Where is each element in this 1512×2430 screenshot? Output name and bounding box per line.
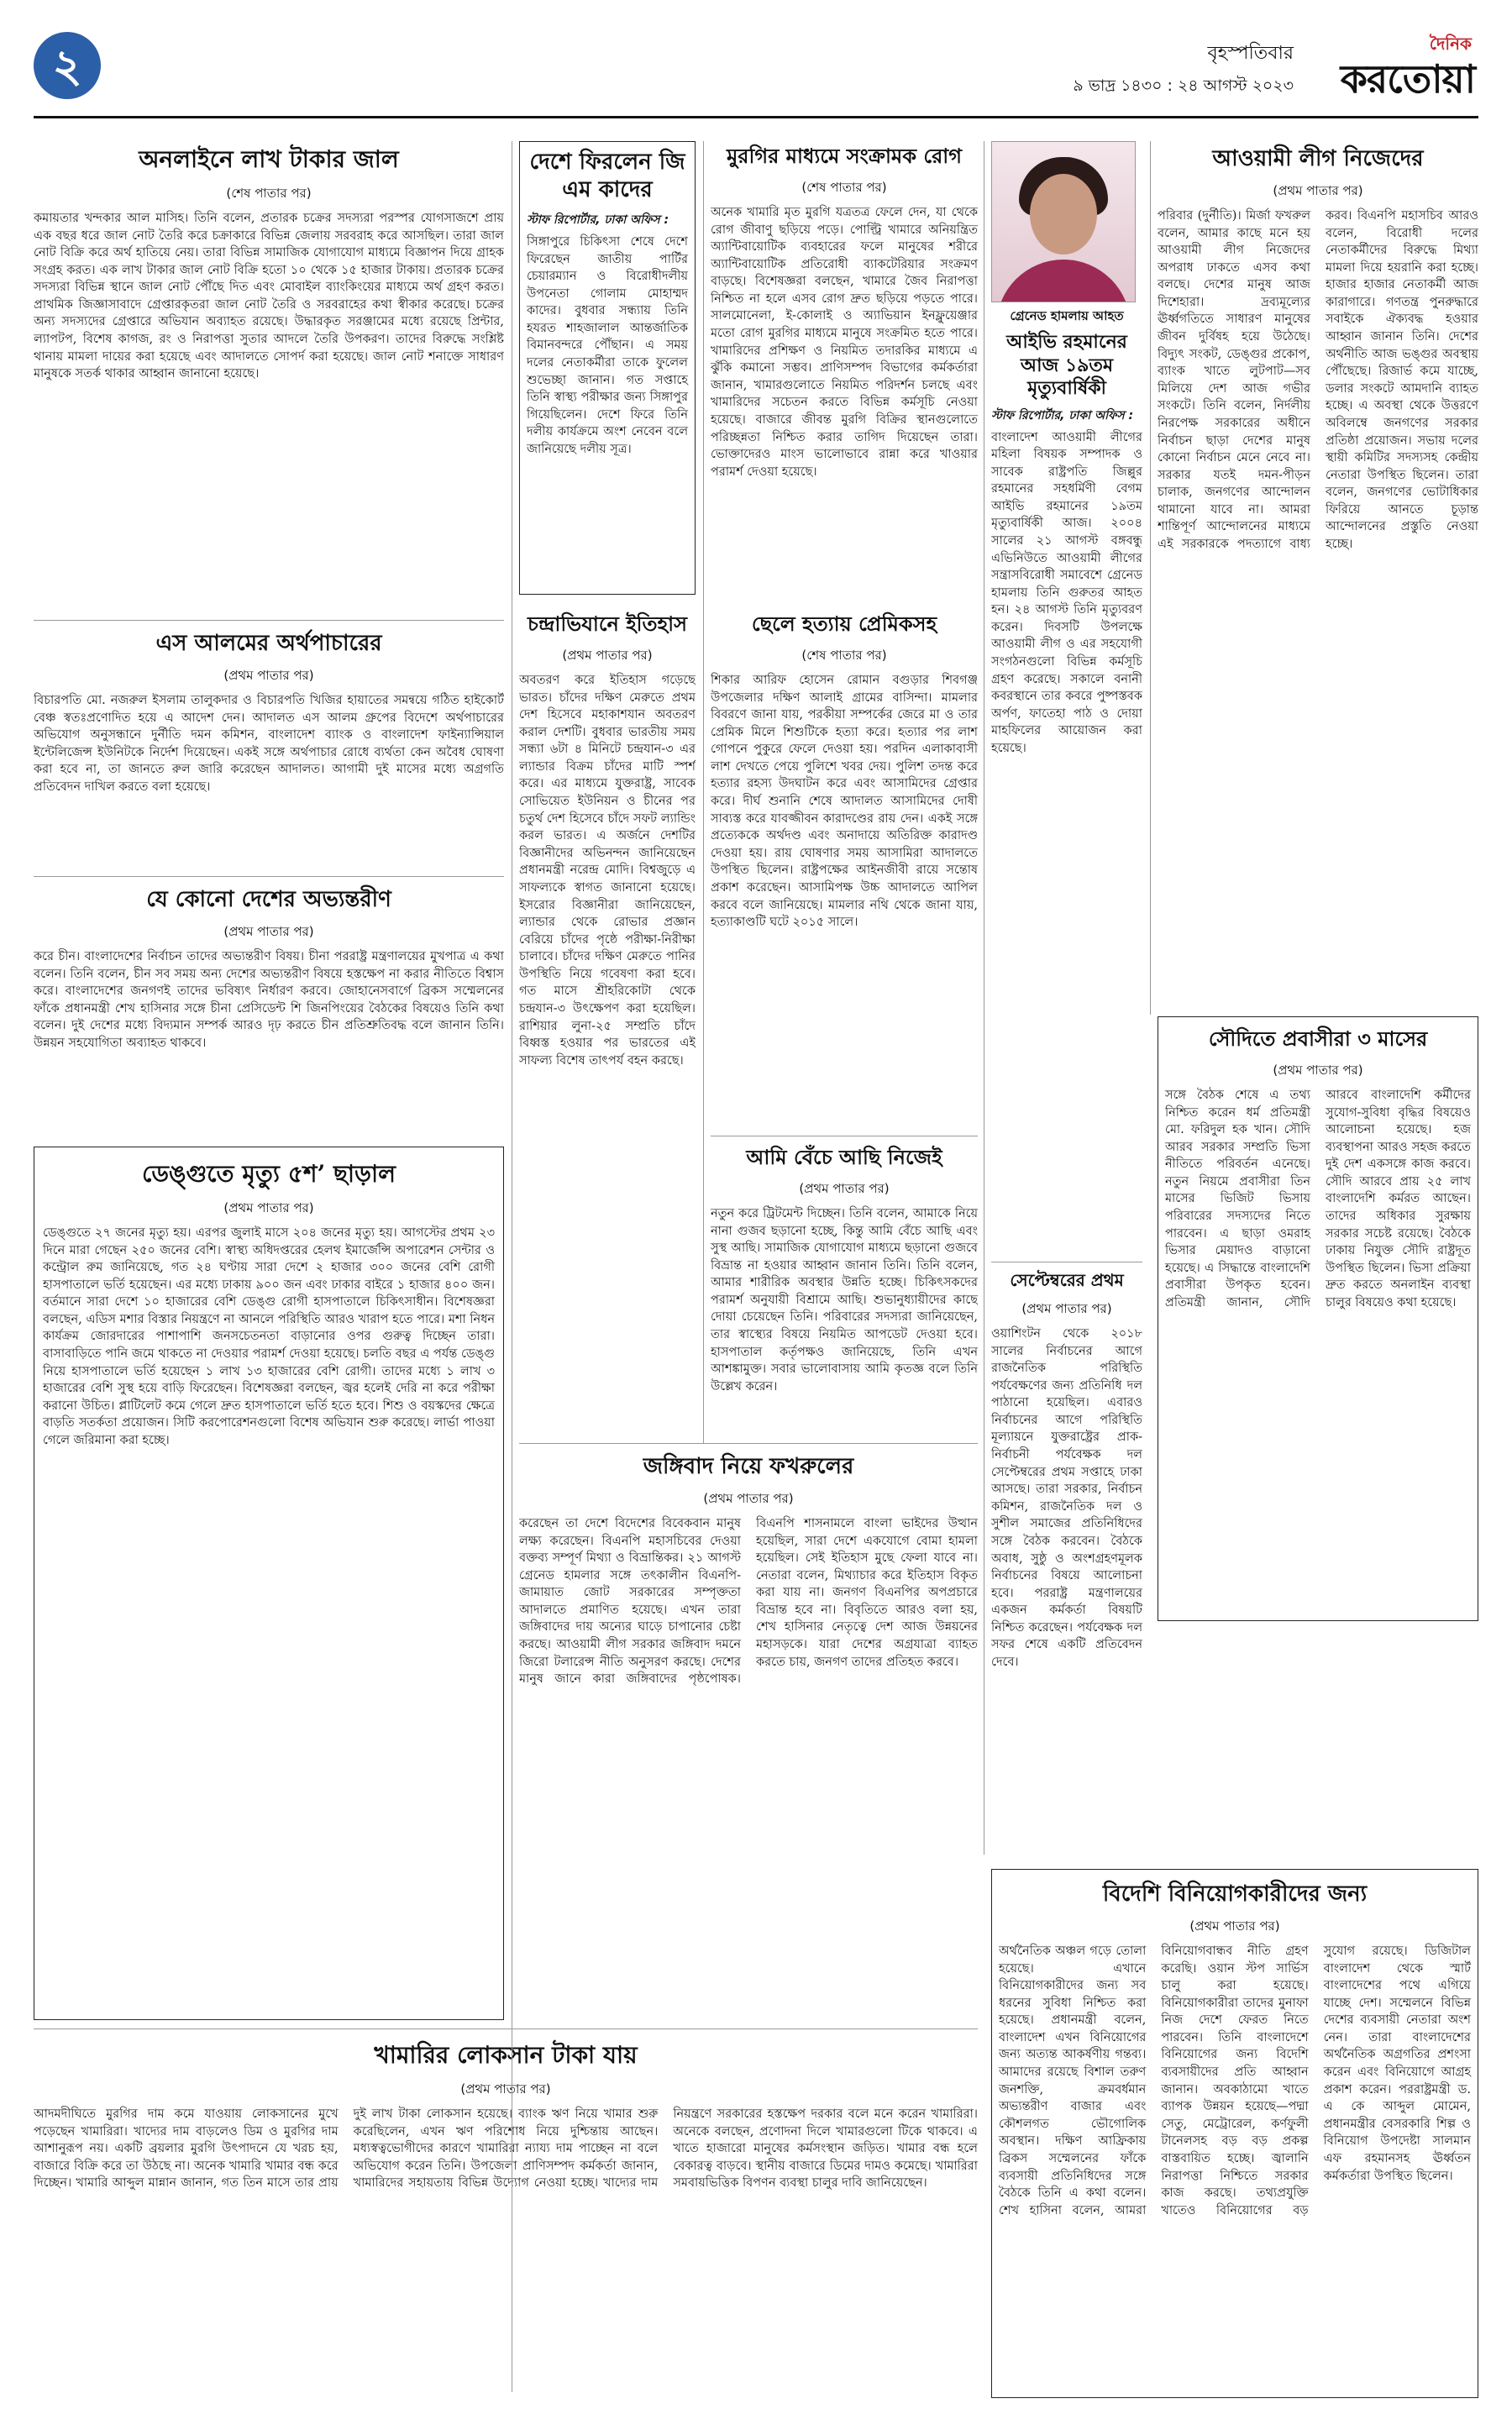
continuation-note: (প্রথম পাতার পর) (1189, 1918, 1280, 1934)
column-rule (703, 141, 704, 1443)
row-rule (34, 876, 504, 877)
article-farm-loss (34, 2037, 978, 2398)
continuation-note: (শেষ পাতার পর) (801, 648, 887, 663)
row-rule (519, 1443, 978, 1444)
article-body: আদমদীঘিতে মুরগির দাম কমে যাওয়ায় লোকসানের মুখে পড়েছেন খামারিরা। খাদ্যের দাম বাড়লেও ডিম ও মুরগির দাম আশানুরূপ নয়। একটি ব্রয়লার মুরগি উৎপাদনে যে খরচ হয়, বাজারে বিক্রি করে তা উঠছে না। অনেক খামারি খামার বন্ধ করে দিচ্ছেন। খামারি আব্দুল মান্নান জানান, গত তিন মাসে তার প্রায় দুই লাখ টাকা লোকসান হয়েছে। ব্যাংক ঋণ নিয়ে খামার শুরু করেছিলেন, এখন ঋণ পরিশোধ নিয়ে দুশ্চিন্তায় আছেন। মধ্যস্বত্বভোগীদের কারণে খামারিরা ন্যায্য দাম পাচ্ছেন না বলে অভিযোগ করেন তিনি। উপজেলা প্রাণিসম্পদ কর্মকর্তা জানান, খামারিদের সহায়তায় বিভিন্ন উদ্যোগ নেওয়া হচ্ছে। খাদ্যের দাম নিয়ন্ত্রণে সরকারের হস্তক্ষেপ দরকার বলে মনে করেন খামারিরা। অনেকে বলছেন, প্রণোদনা দিলে খামারগুলো টিকে থাকবে। এ খাতে হাজারো মানুষের কর্মসংস্থান জড়িত। খামার বন্ধ হলে বেকারত্ব বাড়বে। স্থানীয় বাজারে ডিমের দামও কমেছে। খামারিরা সমবায়ভিত্তিক বিপণন ব্যবস্থা চালুর দাবি জানিয়েছেন। (34, 2107, 978, 2191)
article-body: কমায়তার খন্দকার আল মাসিহ। তিনি বলেন, প্রতারক চক্রের সদস্যরা পরস্পর যোগসাজশে প্রায় এক বছর ধরে জাল নোট তৈরি করে চক্রাকারে বিভিন্ন জেলায় সরবরাহ করে আসছিল। তারা জাল নোট বিক্রি করে অর্থ হাতিয়ে নেয়। তারা বিভিন্ন সামাজিক যোগাযোগ মাধ্যমে বিজ্ঞাপন দিয়ে গ্রাহক সংগ্রহ করত। এক লাখ টাকার জাল নোট বিক্রি হতো ১০ থেকে ১৫ হাজার টাকায়। প্রতারক চক্রের সদস্যরা বিভিন্ন স্থানে জাল নোট পৌঁছে দিত এবং মোবাইল ব্যাংকিংয়ের মাধ্যমে অর্থ গ্রহণ করত। প্রাথমিক জিজ্ঞাসাবাদে গ্রেপ্তারকৃতরা জাল নোট তৈরি ও সরবরাহের কথা স্বীকার করেছে। চক্রের অন্য সদস্যদের গ্রেপ্তারে অভিযান অব্যাহত রয়েছে। উদ্ধারকৃত সরঞ্জামের মধ্যে রয়েছে প্রিন্টার, ল্যাপটপ, বিশেষ কাগজ, রং ও নিরাপত্তা সুতার আদলে তৈরি উপকরণ। তাদের বিরুদ্ধে সংশ্লিষ্ট থানায় মামলা দায়ের করা হয়েছে এবং আদালতে সোপর্দ করা হয়েছে। জাল নোট শনাক্তে সাধারণ মানুষকে সতর্ক থাকার আহ্বান জানানো হয়েছে। (34, 212, 504, 381)
logo-prefix: দৈনিক (1429, 34, 1472, 54)
article-body: বিচারপতি মো. নজরুল ইসলাম তালুকদার ও বিচারপতি খিজির হায়াতের সমন্বয়ে গঠিত হাইকোর্ট বেঞ্চ স্বতঃপ্রণোদিত হয়ে এ আদেশ দেন। আদালত এস আলম গ্রুপের বিদেশে অর্থপাচারের অভিযোগ অনুসন্ধানে দুর্নীতি দমন কমিশন, বাংলাদেশ ব্যাংক ও বাংলাদেশ ফাইন্যান্সিয়াল ইন্টেলিজেন্স ইউনিটকে নির্দেশ দিয়েছেন। একই সঙ্গে অর্থপাচার রোধে ব্যর্থতা কেন অবৈধ ঘোষণা করা হবে না, তা জানতে রুল জারি করেছেন আদালত। আগামী দুই মাসের মধ্যে অগ্রগতি প্রতিবেদন দাখিল করতে বলা হয়েছে। (34, 694, 504, 794)
headline: এস আলমের অর্থপাচারের (155, 631, 382, 656)
article-ivy-rahman-anniversary (991, 307, 1142, 1256)
kicker: গ্রেনেড হামলায় আহত (1010, 308, 1124, 323)
article-body: সিঙ্গাপুরে চিকিৎসা শেষে দেশে ফিরেছেন জাতীয় পার্টির চেয়ারম্যান ও বিরোধীদলীয় উপনেতা গোলাম মোহাম্মদ কাদের। বুধবার সন্ধ্যায় তিনি হযরত শাহজালাল আন্তর্জাতিক বিমানবন্দরে পৌঁছান। এ সময় দলের নেতাকর্মীরা তাকে ফুলেল শুভেচ্ছা জানান। গত সপ্তাহে তিনি স্বাস্থ্য পরীক্ষার জন্য সিঙ্গাপুর গিয়েছিলেন। দেশে ফিরে তিনি দলীয় কার্যক্রমে অংশ নেবেন বলে জানিয়েছে দলীয় সূত্র। (527, 235, 688, 456)
article-dengue-deaths (34, 1147, 504, 2020)
page-number-badge: ২ (34, 32, 101, 99)
masthead (34, 32, 1478, 124)
article-body: শিকার আরিফ হোসেন রোমান বগুড়ার শিবগঞ্জ উপজেলার দক্ষিণ আলাই গ্রামের বাসিন্দা। মামলার বিবরণে জানা যায়, পরকীয়া সম্পর্কের জেরে মা ও তার প্রেমিক মিলে শিশুটিকে হত্যা করে। হত্যার পর লাশ গোপনে পুকুরে ফেলে দেওয়া হয়। পরদিন এলাকাবাসী লাশ দেখতে পেয়ে পুলিশে খবর দেয়। পুলিশ তদন্ত করে হত্যার রহস্য উদঘাটন করে এবং আসামিদের গ্রেপ্তার করে। দীর্ঘ শুনানি শেষে আদালত আসামিদের দোষী সাব্যস্ত করে যাবজ্জীবন কারাদণ্ডের রায় দেন। একই সঙ্গে প্রত্যেককে অর্থদণ্ড এবং অনাদায়ে অতিরিক্ত কারাদণ্ড দেওয়া হয়। রায় ঘোষণার সময় আসামিরা আদালতে উপস্থিত ছিলেন। রাষ্ট্রপক্ষের আইনজীবী রায়ে সন্তোষ প্রকাশ করেছেন। আসামিপক্ষ উচ্চ আদালতে আপিল করবে বলে জানিয়েছে। মামলার নথি থেকে জানা যায়, হত্যাকাণ্ডটি ঘটে ২০১৫ সালে। (711, 674, 978, 930)
article-online-fraud (34, 141, 504, 611)
continuation-note: (শেষ পাতার পর) (801, 180, 887, 195)
column-rule (1150, 141, 1151, 1015)
article-s-alam (34, 626, 504, 869)
continuation-note: (প্রথম পাতার পর) (562, 648, 653, 663)
article-body: অনেক খামারি মৃত মুরগি যত্রতত্র ফেলে দেন, যা থেকে রোগ জীবাণু ছড়িয়ে পড়ে। পোল্ট্রি খামারে অনিয়ন্ত্রিত অ্যান্টিবায়োটিক ব্যবহারের ফলে মানুষের শরীরে অ্যান্টিবায়োটিক প্রতিরোধী ব্যাকটেরিয়ার সংক্রমণ বাড়ছে। বিশেষজ্ঞরা বলছেন, খামারে জৈব নিরাপত্তা নিশ্চিত না হলে এসব রোগ দ্রুত ছড়িয়ে পড়তে পারে। সালমোনেলা, ই-কোলাই ও অ্যাভিয়ান ইনফ্লুয়েঞ্জার মতো রোগ মুরগির মাধ্যমে মানুষে সংক্রমিত হতে পারে। খামারিদের প্রশিক্ষণ ও নিয়মিত তদারকির মাধ্যমে এ ঝুঁকি কমানো সম্ভব। প্রাণিসম্পদ বিভাগের কর্মকর্তারা জানান, খামারগুলোতে নিয়মিত পরিদর্শন চলছে এবং খামারিদের সচেতন করতে বিভিন্ন কর্মসূচি নেওয়া হয়েছে। বাজারে জীবন্ত মুরগি বিক্রির স্থানগুলোতে পরিচ্ছন্নতা নিশ্চিত করার তাগিদ দিয়েছেন তারা। ভোক্তাদেরও মাংস ভালোভাবে রান্না করে খাওয়ার পরামর্শ দেওয়া হয়েছে। (711, 206, 978, 479)
continuation-note: (শেষ পাতার পর) (226, 186, 312, 201)
article-body: সঙ্গে বৈঠক শেষে এ তথ্য নিশ্চিত করেন ধর্ম প্রতিমন্ত্রী মো. ফরিদুল হক খান। সৌদি আরব সরকার সম্প্রতি ভিসা নীতিতে পরিবর্তন এনেছে। নতুন নিয়মে প্রবাসীরা তিন মাসের ভিজিট ভিসায় পরিবারের সদস্যদের নিতে পারবেন। এ ছাড়া ওমরাহ ভিসার মেয়াদও বাড়ানো হয়েছে। এ সিদ্ধান্তে বাংলাদেশি প্রবাসীরা উপকৃত হবেন। প্রতিমন্ত্রী জানান, সৌদি আরবে বাংলাদেশি কর্মীদের সুযোগ-সুবিধা বৃদ্ধির বিষয়েও আলোচনা হয়েছে। হজ ব্যবস্থাপনা আরও সহজ করতে দুই দেশ একসঙ্গে কাজ করবে। সৌদি আরবে প্রায় ২৫ লাখ বাংলাদেশি কর্মরত আছেন। তাদের অধিকার সুরক্ষায় সরকার সচেষ্ট রয়েছে। বৈঠকে ঢাকায় নিযুক্ত সৌদি রাষ্ট্রদূত উপস্থিত ছিলেন। ভিসা প্রক্রিয়া দ্রুত করতে অনলাইন ব্যবস্থা চালুর বিষয়েও কথা হয়েছে। (1165, 1089, 1471, 1309)
article-internal-matter (34, 882, 504, 1134)
portrait-shoulders (996, 260, 1131, 302)
headline: অনলাইনে লাখ টাকার জাল (139, 145, 399, 173)
article-body: ডেঙ্গুতে ২৭ জনের মৃত্যু হয়। এরপর জুলাই মাসে ২০৪ জনের মৃত্যু হয়। আগস্টের প্রথম ২৩ দিনে মারা গেছেন ২৫০ জনের বেশি। স্বাস্থ্য অধিদপ্তরের হেলথ ইমার্জেন্সি অপারেশন সেন্টার ও কন্ট্রোল রুম জানিয়েছে, গত ২৪ ঘণ্টায় সারা দেশে ২ হাজার ৩০০ জনের বেশি রোগী হাসপাতালে ভর্তি হয়েছেন। এর মধ্যে ঢাকায় ৯০০ জন এবং ঢাকার বাইরে ১ হাজার ৪০০ জন। বর্তমানে সারা দেশে ১০ হাজারের বেশি ডেঙ্গু রোগী হাসপাতালে চিকিৎসাধীন। বিশেষজ্ঞরা বলছেন, এডিস মশার বিস্তার নিয়ন্ত্রণে না আনলে পরিস্থিতি আরও খারাপ হতে পারে। মশা নিধন কার্যক্রম জোরদারের পাশাপাশি জনসচেতনতা বাড়ানোর ওপর গুরুত্ব দিচ্ছেন তারা। বাসাবাড়িতে পানি জমে থাকতে না দেওয়ার পরামর্শ দেওয়া হয়েছে। চলতি বছর এ পর্যন্ত ডেঙ্গু নিয়ে হাসপাতালে ভর্তি হয়েছেন ১ লাখ ১৩ হাজারের বেশি রোগী। তাদের মধ্যে ১ লাখ ৩ হাজারের বেশি সুস্থ হয়ে বাড়ি ফিরেছেন। বিশেষজ্ঞরা বলছেন, জ্বর হলেই দেরি না করে পরীক্ষা করানো উচিত। প্লাটিলেট কমে গেলে দ্রুত হাসপাতালে ভর্তি হতে হবে। শিশু ও বয়স্কদের ক্ষেত্রে বাড়তি সতর্কতা প্রয়োজন। সিটি করপোরেশনগুলো বিশেষ অভিযান শুরু করেছে। লার্ভা পাওয়া গেলে জরিমানা করা হচ্ছে। (43, 1226, 495, 1447)
article-body: বাংলাদেশ আওয়ামী লীগের মহিলা বিষয়ক সম্পাদক ও সাবেক রাষ্ট্রপতি জিল্লুর রহমানের সহধর্মিণী বেগম আইভি রহমানের ১৯তম মৃত্যুবার্ষিকী আজ। ২০০৪ সালের ২১ আগস্ট বঙ্গবন্ধু এভিনিউতে আওয়ামী লীগের সন্ত্রাসবিরোধী সমাবেশে গ্রেনেড হামলায় তিনি গুরুতর আহত হন। ২৪ আগস্ট তিনি মৃত্যুবরণ করেন। দিবসটি উপলক্ষে আওয়ামী লীগ ও এর সহযোগী সংগঠনগুলো বিভিন্ন কর্মসূচি গ্রহণ করেছে। সকালে বনানী কবরস্থানে তার কবরে পুষ্পস্তবক অর্পণ, ফাতেহা পাঠ ও দোয়া মাহফিলের আয়োজন করা হয়েছে। (991, 430, 1142, 755)
row-rule (34, 2028, 978, 2029)
headline: চন্দ্রাভিযানে ইতিহাস (528, 611, 687, 636)
article-awami-league (1158, 141, 1478, 1006)
headline: যে কোনো দেশের অভ্যন্তরীণ (146, 887, 391, 912)
headline: জঙ্গিবাদ নিয়ে ফখরুলের (643, 1454, 854, 1479)
newspaper-logo (1310, 32, 1478, 104)
continuation-note: (প্রথম পাতার পর) (223, 924, 314, 939)
article-gm-quader (519, 141, 696, 595)
article-i-am-alive (711, 1142, 978, 1436)
headline: আওয়ামী লীগ নিজেদের (1212, 146, 1424, 171)
portrait-photo (991, 141, 1136, 302)
continuation-note: (প্রথম পাতার পর) (223, 668, 314, 683)
portrait-face (1030, 174, 1097, 255)
headline: সৌদিতে প্রবাসীরা ৩ মাসের (1208, 1026, 1428, 1051)
article-body: নতুন করে ট্রিটমেন্ট দিচ্ছেন। তিনি বলেন, আমাকে নিয়ে নানা গুজব ছড়ানো হচ্ছে, কিন্তু আমি বেঁচে আছি এবং সুস্থ আছি। সামাজিক যোগাযোগ মাধ্যমে ছড়ানো গুজবে বিভ্রান্ত না হওয়ার আহ্বান জানান তিনি। তিনি বলেন, আমার শারীরিক অবস্থার উন্নতি হচ্ছে। চিকিৎসকদের পরামর্শ অনুযায়ী বিশ্রামে আছি। শুভানুধ্যায়ীদের কাছে দোয়া চেয়েছেন তিনি। পরিবারের সদস্যরা জানিয়েছেন, তার স্বাস্থ্যের বিষয়ে নিয়মিত আপডেট দেওয়া হবে। হাসপাতাল কর্তৃপক্ষও জানিয়েছে, তিনি এখন আশঙ্কামুক্ত। সবার ভালোবাসায় আমি কৃতজ্ঞ বলে তিনি উল্লেখ করেন। (711, 1207, 978, 1393)
continuation-note: (প্রথম পাতার পর) (703, 1491, 794, 1506)
continuation-note: (প্রথম পাতার পর) (1273, 1063, 1363, 1078)
article-saudi-expatriates (1158, 1016, 1478, 1621)
continuation-note: (প্রথম পাতার পর) (799, 1181, 890, 1196)
masthead-rule (34, 116, 1478, 118)
byline: স্টাফ রিপোর্টার, ঢাকা অফিস : (991, 408, 1134, 422)
headline: বিদেশি বিনিয়োগকারীদের জন্য (1102, 1882, 1368, 1907)
issue-date: ৯ ভাদ্র ১৪৩০ : ২৪ আগস্ট ২০২৩ (1073, 76, 1294, 95)
article-body: অবতরণ করে ইতিহাস গড়েছে ভারত। চাঁদের দক্ষিণ মেরুতে প্রথম দেশ হিসেবে মহাকাশযান অবতরণ করাল দেশটি। বুধবার ভারতীয় সময় সন্ধ্যা ৬টা ৪ মিনিটে চন্দ্রযান-৩ এর ল্যান্ডার বিক্রম চাঁদের মাটি স্পর্শ করে। এর মাধ্যমে যুক্তরাষ্ট্র, সাবেক সোভিয়েত ইউনিয়ন ও চীনের পর চতুর্থ দেশ হিসেবে চাঁদে সফট ল্যান্ডিং করল ভারত। এ অর্জনে দেশটির বিজ্ঞানীদের অভিনন্দন জানিয়েছেন প্রধানমন্ত্রী নরেন্দ্র মোদি। বিশ্বজুড়ে এ সাফল্যকে স্বাগত জানানো হয়েছে। ইসরোর বিজ্ঞানীরা জানিয়েছেন, ল্যান্ডার থেকে রোভার প্রজ্ঞান বেরিয়ে চাঁদের পৃষ্ঠে পরীক্ষা-নিরীক্ষা চালাবে। চাঁদের দক্ষিণ মেরুতে পানির উপস্থিতি নিয়ে গবেষণা করা হবে। গত মাসে শ্রীহরিকোটা থেকে চন্দ্রযান-৩ উৎক্ষেপণ করা হয়েছিল। রাশিয়ার লুনা-২৫ সম্প্রতি চাঁদে বিধ্বস্ত হওয়ার পর ভারতের এই সাফল্য বিশেষ তাৎপর্য বহন করছে। (519, 674, 696, 1068)
article-son-murder-verdict (711, 609, 978, 1130)
headline: ছেলে হত্যায় প্রেমিকসহ (751, 611, 937, 636)
headline: ডেঙ্গুতে মৃত্যু ৫শ’ ছাড়াল (141, 1160, 396, 1188)
article-moon-mission-history (519, 609, 696, 1306)
article-poultry-disease (711, 141, 978, 595)
article-foreign-investors (991, 1869, 1478, 2398)
continuation-note: (প্রথম পাতার পর) (223, 1200, 314, 1215)
article-body: অর্থনৈতিক অঞ্চল গড়ে তোলা হয়েছে। এখানে বিনিয়োগকারীদের জন্য সব ধরনের সুবিধা নিশ্চিত করা হয়েছে। প্রধানমন্ত্রী বলেন, বাংলাদেশ এখন বিনিয়োগের জন্য অত্যন্ত আকর্ষণীয় গন্তব্য। আমাদের রয়েছে বিশাল তরুণ জনশক্তি, ক্রমবর্ধমান অভ্যন্তরীণ বাজার এবং কৌশলগত ভৌগোলিক অবস্থান। দক্ষিণ আফ্রিকায় ব্রিকস সম্মেলনের ফাঁকে ব্যবসায়ী প্রতিনিধিদের সঙ্গে বৈঠকে তিনি এ কথা বলেন। শেখ হাসিনা বলেন, আমরা বিনিয়োগবান্ধব নীতি গ্রহণ করেছি। ওয়ান স্টপ সার্ভিস চালু করা হয়েছে। বিনিয়োগকারীরা তাদের মুনাফা নিজ দেশে ফেরত নিতে পারবেন। তিনি বাংলাদেশে বিনিয়োগের জন্য বিদেশি ব্যবসায়ীদের প্রতি আহ্বান জানান। অবকাঠামো খাতে ব্যাপক উন্নয়ন হয়েছে—পদ্মা সেতু, মেট্রোরেল, কর্ণফুলী টানেলসহ বড় বড় প্রকল্প বাস্তবায়িত হচ্ছে। জ্বালানি নিরাপত্তা নিশ্চিতে সরকার কাজ করছে। তথ্যপ্রযুক্তি খাতেও বিনিয়োগের বড় সুযোগ রয়েছে। ডিজিটাল বাংলাদেশ থেকে স্মার্ট বাংলাদেশের পথে এগিয়ে যাচ্ছে দেশ। সম্মেলনে বিভিন্ন দেশের ব্যবসায়ী নেতারা অংশ নেন। তারা বাংলাদেশের অর্থনৈতিক অগ্রগতির প্রশংসা করেন এবং বিনিয়োগে আগ্রহ প্রকাশ করেন। পররাষ্ট্রমন্ত্রী ড. এ কে আব্দুল মোমেন, প্রধানমন্ত্রীর বেসরকারি শিল্প ও বিনিয়োগ উপদেষ্টা সালমান এফ রহমানসহ ঊর্ধ্বতন কর্মকর্তারা উপস্থিত ছিলেন। (999, 1945, 1471, 2217)
continuation-note: (প্রথম পাতার পর) (460, 2081, 551, 2097)
article-body: পরিবার (দুর্নীতি)। মির্জা ফখরুল বলেন, আমার কাছে মনে হয় আওয়ামী লীগ নিজেদের অপরাধ ঢাকতে এসব কথা বলছে। দেশের মানুষ আজ দিশেহারা। দ্রব্যমূল্যের ঊর্ধ্বগতিতে সাধারণ মানুষের জীবন দুর্বিষহ হয়ে উঠেছে। বিদ্যুৎ সংকট, ডেঙ্গুর প্রকোপ, ব্যাংক খাতে লুটপাট—সব মিলিয়ে দেশ আজ গভীর সংকটে। তিনি বলেন, নির্দলীয় নিরপেক্ষ সরকারের অধীনে নির্বাচন ছাড়া দেশের মানুষ কোনো নির্বাচন মেনে নেবে না। সরকার যতই দমন-পীড়ন চালাক, জনগণের আন্দোলন থামানো যাবে না। আমরা শান্তিপূর্ণ আন্দোলনের মাধ্যমে এই সরকারকে পদত্যাগে বাধ্য করব। বিএনপি মহাসচিব আরও বলেন, বিরোধী দলের নেতাকর্মীদের বিরুদ্ধে মিথ্যা মামলা দিয়ে হয়রানি করা হচ্ছে। হাজার হাজার নেতাকর্মী আজ কারাগারে। গণতন্ত্র পুনরুদ্ধারে সবাইকে ঐক্যবদ্ধ হওয়ার আহ্বান জানান তিনি। দেশের অর্থনীতি আজ ভঙ্গুর অবস্থায় পৌঁছেছে। রিজার্ভ কমে যাচ্ছে, ডলার সংকটে আমদানি ব্যাহত হচ্ছে। এ অবস্থা থেকে উত্তরণে অবিলম্বে জনগণের সরকার প্রতিষ্ঠা প্রয়োজন। সভায় দলের স্থায়ী কমিটির সদস্যসহ কেন্দ্রীয় নেতারা উপস্থিত ছিলেন। তারা বলেন, জনগণের ভোটাধিকার ফিরিয়ে আনতে চূড়ান্ত আন্দোলনের প্রস্তুতি নেওয়া হচ্ছে। (1158, 209, 1478, 551)
article-body: করেছেন তা দেশে বিদেশের বিবেকবান মানুষ লক্ষ্য করেছেন। বিএনপি মহাসচিবের দেওয়া বক্তব্য সম্পূর্ণ মিথ্যা ও বিভ্রান্তিকর। ২১ আগস্ট গ্রেনেড হামলার সঙ্গে তৎকালীন বিএনপি-জামায়াত জোট সরকারের সম্পৃক্ততা আদালতে প্রমাণিত হয়েছে। এখন তারা জঙ্গিবাদের দায় অন্যের ঘাড়ে চাপানোর চেষ্টা করছে। আওয়ামী লীগ সরকার জঙ্গিবাদ দমনে জিরো টলারেন্স নীতি অনুসরণ করছে। দেশের মানুষ জানে কারা জঙ্গিবাদের পৃষ্ঠপোষক। বিএনপি শাসনামলে বাংলা ভাইদের উত্থান হয়েছিল, সারা দেশে একযোগে বোমা হামলা হয়েছিল। সেই ইতিহাস মুছে ফেলা যাবে না। নেতারা বলেন, মিথ্যাচার করে ইতিহাস বিকৃত করা যায় না। জনগণ বিএনপির অপপ্রচারে বিভ্রান্ত হবে না। বিবৃতিতে আরও বলা হয়, শেখ হাসিনার নেতৃত্বে দেশ আজ উন্নয়নের মহাসড়কে। যারা দেশের অগ্রযাত্রা ব্যাহত করতে চায়, জনগণ তাদের প্রতিহত করবে। (519, 1517, 978, 1687)
headline: দেশে ফিরলেন জি এম কাদের (529, 150, 685, 202)
article-body: করে চীন। বাংলাদেশের নির্বাচন তাদের অভ্যন্তরীণ বিষয়। চীনা পররাষ্ট্র মন্ত্রণালয়ের মুখপাত্র এ কথা বলেন। তিনি বলেন, চীন সব সময় অন্য দেশের অভ্যন্তরীণ বিষয়ে হস্তক্ষেপ না করার নীতিতে বিশ্বাস করে। বাংলাদেশের জনগণই তাদের ভবিষ্যৎ নির্ধারণ করবে। জোহানেসবার্গে ব্রিকস সম্মেলনের ফাঁকে প্রধানমন্ত্রী শেখ হাসিনার সঙ্গে চীনা প্রেসিডেন্ট শি জিনপিংয়ের বৈঠকের বিষয়েও তিনি কথা বলেন। দুই দেশের মধ্যে বিদ্যমান সম্পর্ক আরও দৃঢ় করতে চীন প্রতিশ্রুতিবদ্ধ বলে জানান তিনি। উন্নয়ন সহযোগিতা অব্যাহত থাকবে। (34, 950, 504, 1050)
article-september-visit (991, 1268, 1142, 1856)
row-rule (34, 620, 504, 621)
headline: আইভি রহমানের আজ ১৯তম মৃত্যুবার্ষিকী (1006, 331, 1127, 399)
headline: আমি বেঁচে আছি নিজেই (746, 1145, 942, 1169)
byline: স্টাফ রিপোর্টার, ঢাকা অফিস : (527, 213, 669, 227)
headline: খামারির লোকসান টাকা যায় (374, 2041, 638, 2069)
article-body: ওয়াশিংটন থেকে ২০১৮ সালের নির্বাচনের আগে রাজনৈতিক পরিস্থিতি পর্যবেক্ষণের জন্য প্রতিনিধি দল পাঠানো হয়েছিল। এবারও নির্বাচনের আগে পরিস্থিতি মূল্যায়নে যুক্তরাষ্ট্রের প্রাক-নির্বাচনী পর্যবেক্ষক দল সেপ্টেম্বরের প্রথম সপ্তাহে ঢাকা আসছে। তারা সরকার, নির্বাচন কমিশন, রাজনৈতিক দল ও সুশীল সমাজের প্রতিনিধিদের সঙ্গে বৈঠক করবেন। বৈঠকে অবাধ, সুষ্ঠু ও অংশগ্রহণমূলক নির্বাচনের বিষয়ে আলোচনা হবে। পররাষ্ট্র মন্ত্রণালয়ের একজন কর্মকর্তা বিষয়টি নিশ্চিত করেছেন। পর্যবেক্ষক দল সফর শেষে একটি প্রতিবেদন দেবে। (991, 1327, 1142, 1669)
issue-day: বৃহস্পতিবার (1207, 43, 1294, 64)
continuation-note: (প্রথম পাতার পর) (1021, 1301, 1112, 1316)
continuation-note: (প্রথম পাতার পর) (1273, 183, 1363, 198)
headline: মুরগির মাধ্যমে সংক্রামক রোগ (726, 144, 963, 168)
logo-title: করতোয়া (1340, 56, 1475, 102)
headline: সেপ্টেম্বরের প্রথম (1010, 1270, 1124, 1290)
